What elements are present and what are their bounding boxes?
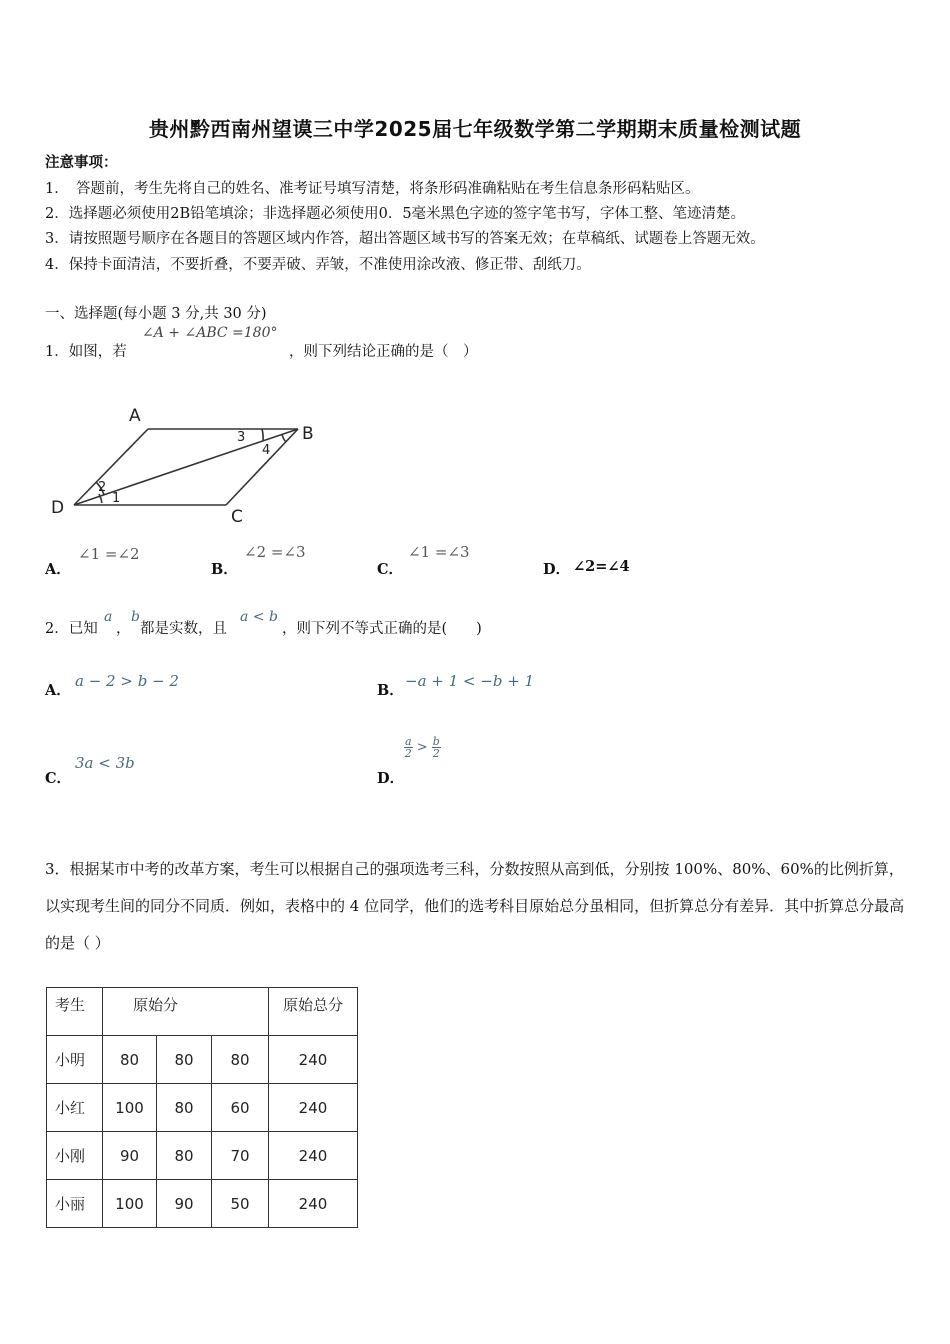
vertex-label: D <box>51 498 65 518</box>
q2-var-a: a <box>104 609 113 625</box>
numerator: a <box>405 735 412 748</box>
q2-option-a: a − 2 > b − 2 <box>75 672 179 690</box>
q2-condition: a < b <box>240 609 278 625</box>
cell-score: 80 <box>157 1084 212 1132</box>
cell-total: 240 <box>269 1084 358 1132</box>
cell-score: 50 <box>212 1180 269 1228</box>
q2-suffix: ，则下列不等式正确的是( ) <box>282 621 482 637</box>
q1-prefix: 1．如图，若 <box>45 344 127 360</box>
header-raw: 原始分 <box>103 988 269 1036</box>
q1-option-b: ∠2 =∠3 <box>244 543 306 561</box>
cell-total: 240 <box>269 1036 358 1084</box>
table-row <box>47 1084 358 1132</box>
q1-option-d-letter: D． <box>543 561 571 578</box>
table-row <box>47 1036 358 1084</box>
angle-label: 2 <box>98 480 107 495</box>
cell-score: 90 <box>103 1132 157 1180</box>
cell-score: 70 <box>212 1132 269 1180</box>
q1-option-a-letter: A． <box>45 561 71 578</box>
table-row <box>47 1132 358 1180</box>
fraction <box>404 736 413 759</box>
cell-score: 60 <box>212 1084 269 1132</box>
fraction <box>432 736 441 759</box>
angle-label: 1 <box>112 491 121 506</box>
cell-name: 小红 <box>47 1084 103 1132</box>
header-student: 考生 <box>47 988 103 1036</box>
operator: > <box>416 740 428 755</box>
notice-heading: 注意事项： <box>45 154 118 171</box>
q2-prefix: 2．已知 <box>45 621 98 637</box>
cell-name: 小丽 <box>47 1180 103 1228</box>
q2-option-c: 3a < 3b <box>75 754 135 772</box>
angle-label: 4 <box>262 443 271 458</box>
cell-name: 小明 <box>47 1036 103 1084</box>
cell-name: 小刚 <box>47 1132 103 1180</box>
q1-parallelogram-figure <box>40 395 340 530</box>
angle-label: 3 <box>237 430 246 445</box>
cell-score: 80 <box>212 1036 269 1084</box>
vertex-label: C <box>231 507 243 527</box>
edge-da <box>74 429 148 505</box>
denominator: 2 <box>432 747 440 760</box>
cell-score: 80 <box>157 1132 212 1180</box>
page-title: 贵州黔西南州望谟三中学2025届七年级数学第二学期期末质量检测试题 <box>148 117 802 141</box>
numerator: b <box>432 735 440 748</box>
cell-score: 100 <box>103 1180 157 1228</box>
angle-arc <box>262 429 263 441</box>
vertex-label: B <box>302 424 314 444</box>
q3-text: 3．根据某市中考的改革方案，考生可以根据自己的强项选考三科，分数按照从高到低，分别按 100%、80%、60%的比例折算，以实现考生间的同分不同质．例如，表格中的 4 位同学，他们的选考科目原始总分虽相同，但折算总分有差异．其中折算总分最高的是（ ） <box>45 860 905 952</box>
q1-option-c-letter: C． <box>377 561 404 578</box>
notice-item: 3．请按照题号顺序在各题目的答题区域内作答，超出答题区域书写的答案无效；在草稿纸、试题卷上答题无效。 <box>45 231 765 247</box>
table-row <box>47 1180 358 1228</box>
q2-option-b-letter: B． <box>377 682 404 699</box>
section-heading: 一、选择题(每小题 3 分,共 30 分) <box>45 306 267 322</box>
q1-option-d: ∠2=∠4 <box>573 558 630 575</box>
angle-arc <box>282 434 286 442</box>
q1-suffix: ，则下列结论正确的是（ ） <box>289 344 478 360</box>
q1-option-a: ∠1 =∠2 <box>78 545 140 563</box>
vertex-label: A <box>129 406 141 426</box>
denominator: 2 <box>404 747 412 760</box>
q1-option-b-letter: B． <box>211 561 238 578</box>
header-total: 原始总分 <box>269 988 358 1036</box>
notice-item: 2．选择题必须使用2B铅笔填涂；非选择题必须使用0．5毫米黑色字迹的签字笔书写，字体工整、笔迹清楚。 <box>45 206 746 222</box>
q1-option-c: ∠1 =∠3 <box>408 543 470 561</box>
notice-item: 4．保持卡面清洁，不要折叠，不要弄破、弄皱，不准使用涂改液、修正带、刮纸刀。 <box>45 257 591 273</box>
q2-comma: ， <box>116 621 131 637</box>
q2-option-d <box>404 736 441 759</box>
score-table <box>46 987 358 1228</box>
diagonal-db <box>74 429 298 505</box>
q2-option-d-letter: D． <box>377 770 405 787</box>
cell-total: 240 <box>269 1180 358 1228</box>
q2-option-a-letter: A． <box>45 682 71 699</box>
cell-score: 80 <box>157 1036 212 1084</box>
q2-mid: 都是实数，且 <box>140 621 227 637</box>
cell-score: 100 <box>103 1084 157 1132</box>
q2-var-b: b <box>131 609 140 625</box>
q2-option-b: −a + 1 < −b + 1 <box>405 672 535 690</box>
cell-score: 80 <box>103 1036 157 1084</box>
q1-condition: ∠A + ∠ABC =180° <box>142 325 278 341</box>
cell-score: 90 <box>157 1180 212 1228</box>
notice-item: 1． 答题前，考生先将自己的姓名、准考证号填写清楚，将条形码准确粘贴在考生信息条形码粘贴区。 <box>45 181 700 197</box>
cell-total: 240 <box>269 1132 358 1180</box>
table-header-row <box>47 988 358 1036</box>
q2-option-c-letter: C． <box>45 770 72 787</box>
